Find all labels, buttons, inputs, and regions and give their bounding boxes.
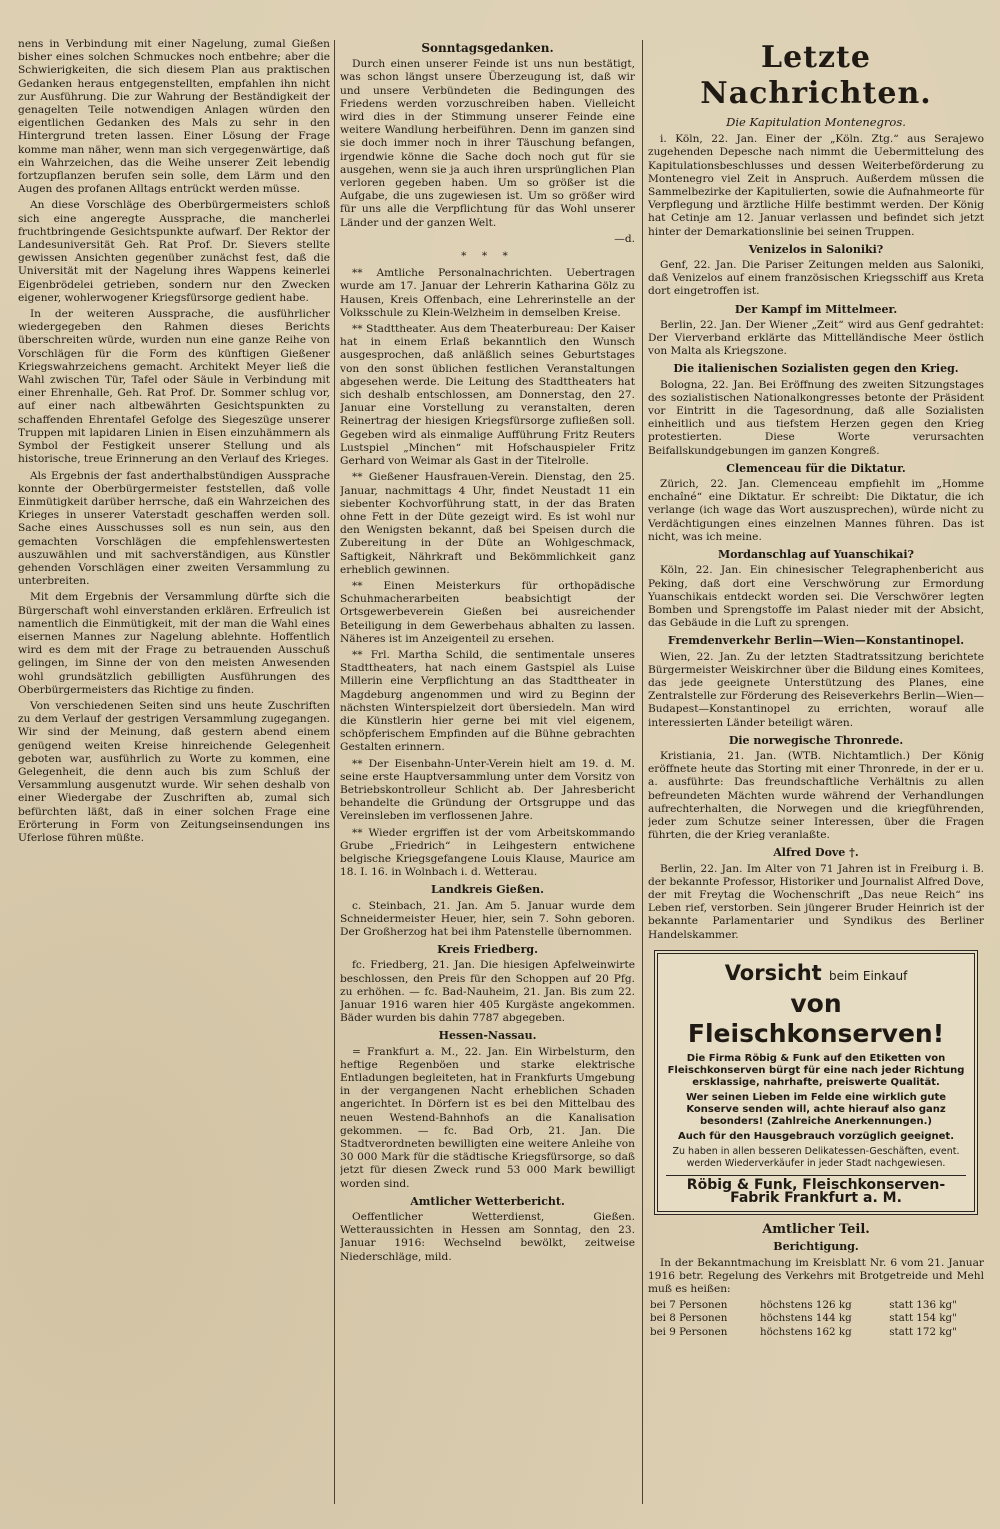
paragraph: Köln, 22. Jan. Ein chinesischer Telegraphenbericht aus Peking, daß dort eine Verschwörung zur Ermordung Yuanschikais entdeckt worden sei. Die Verschwörer legten Bomben und Sprengstoffe im Palast nieder mit der Absicht, das Gebäude in die Luft zu sprengen. [648,564,984,630]
section-title: Fremdenverkehr Berlin—Wien—Konstantinopel. [667,634,965,648]
ad-footer: Röbig & Funk, Fleischkonserven-Fabrik Frankfurt a. M. [666,1175,966,1205]
section-title: Hessen-Nassau. [438,1029,537,1043]
weather-report: Oeffentlicher Wetterdienst, Gießen. Wetteraussichten in Hessen am Sonntag, den 23. Januar 1916: Wechselnd bewölkt, zeitweise Niederschläge, mild. [340,1211,635,1263]
news-item: ** Wieder ergriffen ist der vom Arbeitskommando Grube „Friedrich“ in Leihgestern entwichene belgische Kriegsgefangene Louis Klause, Maurice am 18. I. 16. in Wolnbach i. d. Wetterau. [340,826,635,879]
table-cell: höchstens 126 kg [759,1299,852,1312]
paragraph: Berlin, 22. Jan. Der Wiener „Zeit“ wird aus Genf gedrahtet: Der Vierverband erklärte das Mittelländische Meer östlich von Malta als Kriegszone. [648,318,984,358]
paragraph: c. Steinbach, 21. Jan. Am 5. Januar wurde dem Schneidermeister Heuer, hier, sein 7. Sohn geboren. Der Großherzog hat bei ihm Patenstelle übernommen. [340,899,635,938]
table-cell: höchstens 162 kg [759,1325,852,1338]
paragraph: Genf, 22. Jan. Die Pariser Zeitungen melden aus Saloniki, daß Venizelos auf einem französischen Kriegsschiff aus Kreta dort eingetroffen ist. [648,259,984,298]
ad-text: Zu haben in allen besseren Delikatessen-Geschäften, event. werden Wiederverkäufer in jeder Stadt nachgewiesen. [672,1145,960,1169]
column-middle [340,38,635,1511]
paragraph: An diese Vorschläge des Oberbürgermeisters schloß sich eine angeregte Aussprache, die mancherlei fruchtbringende Gesichtspunkte aufwarf. Der Rektor der Landesuniversität Geh. Rat Prof. Dr. Sievers stellte gewissen Ansichten gegenüber zunächst fest, daß die Universität mit der Nagelung ihres Wappens keinerlei Eigenbrödelei getrieben, sondern nur den Zwecken eigener, wohlerwogener Kriegsfürsorge gedient habe. [18,199,330,304]
section-title: Die norwegische Thronrede. [728,733,904,747]
paragraph: Kristiania, 21. Jan. (WTB. Nichtamtlich.) Der König eröffnete heute das Storting mit einer Thronrede, in der er u. a. ausführte: Das freundschaftliche Verhältnis zu allen befreundeten Mächten wurde während der Verhandlungen aufrechterhalten, die Norwegen und die kriegführenden, jeder zum Schutze seiner Interessen, über die Fragen führten, die der Krieg veranlaßte. [648,749,984,842]
paragraph: = Frankfurt a. M., 22. Jan. Ein Wirbelsturm, den heftige Regenböen und starke elektrische Entladungen begleiteten, hat in Frankfurts Umgebung in der vergangenen Nacht erheblichen Schaden angerichtet. In Dörfern ist es bei den Mittelbau des neuen Westend-Bahnhofs an die Kanalisation gekommen. — fc. Bad Orb, 21. Jan. Die Stadtverordneten bewilligten eine weitere Anleihe von 30 000 Mark für die städtische Kriegsfürsorge, so daß jetzt für diesen Zweck rund 53 000 Mark bewilligt worden sind. [340,1045,635,1190]
ad-headline-small: beim Einkauf [829,968,908,983]
paragraph: In der Bekanntmachung im Kreisblatt Nr. 6 vom 21. Januar 1916 betr. Regelung des Verkehrs mit Brotgetreide und Mehl muß es heißen: [648,1256,984,1295]
table-cell: bei 8 Personen [650,1312,728,1325]
paragraph: i. Köln, 22. Jan. Einer der „Köln. Ztg.“ aus Serajewo zugehenden Depesche nach nimmt die Uebermittelung des Kapitulationsbeschlusses und dessen Weiterbeförderung zu Montenegro viel Zeit in Anspruch. Außerdem müssen die Sammelbezirke der Kapitulierten, sowie die Aufnahmeorte für Verpflegung und ärztliche Hilfe bestimmt werden. Der König hat Cetinje am 12. Januar verlassen und befindet sich jetzt hinter der Demarkationslinie bei seinen Truppen. [648,133,984,238]
column-rule [642,40,643,1504]
news-item: ** Der Eisenbahn-Unter-Verein hielt am 19. d. M. seine erste Hauptversammlung unter dem Vorsitz von Betriebskontrolleur Schlicht ab. Der Jahresbericht behandelte die Gründung der Ortsgruppe und das Vereinsleben im verflossenen Jahre. [340,757,635,823]
section-title: Berichtigung. [773,1240,859,1254]
ad-subheadline: von Fleischkonserven! [687,988,945,1048]
separator: * * * [461,250,514,263]
paragraph: fc. Friedberg, 21. Jan. Die hiesigen Apfelweinwirte beschlossen, den Preis für den Schoppen auf 20 Pfg. zu erhöhen. — fc. Bad-Nauheim, 21. Jan. Bis zum 22. Januar 1916 waren hier 405 Kurgäste angekommen. Bäder wurden bis dahin 7787 abgegeben. [340,959,635,1025]
paragraph: Als Ergebnis der fast anderthalbstündigen Aussprache konnte der Oberbürgermeister feststellen, daß volle Einmütigkeit darüber herrsche, daß ein Wahrzeichen des Krieges in unserer Vaterstadt geschaffen werden soll. Sache eines Ausschusses soll es nun sein, aus den gemachten Vorschlägen die empfehlenswertesten auszuwählen und mit sachverständigen, aus Künstler gehenden Vorschlägen einer zweiten Versammlung zu unterbreiten. [18,469,330,588]
table-cell: statt 136 kg" [889,1299,957,1312]
news-item: ** Einen Meisterkurs für orthopädische Schuhmacherarbeiten beabsichtigt der Ortsgewerbeverein Gießen bei ausreichender Beteiligung in dem Gewerbehaus abhalten zu lassen. Näheres ist im Anzeigenteil zu ersehen. [340,579,635,645]
paragraph: Durch einen unserer Feinde ist uns nun bestätigt, was schon längst unsere Überzeugung ist, daß wir und unsere Verbündeten die Bedingungen des Friedens werden vorzuschreiben haben. Vielleicht wird dies in der Stimmung unserer Feinde eine weitere Wandlung herbeiführen. Denn im ganzen sind sie doch immer noch in ihrer Täuschung befangen, irgendwie könne die Sache doch noch gut für sie ausgehen, wenn sie ja auch ihren ursprünglichen Plan verloren gegeben haben. Um so größer ist die Aufgabe, die uns zugewiesen ist. Um so größer wird für uns alle die Verpflichtung für das Wohl unserer Länder und der ganzen Welt. [340,58,635,229]
table-cell: höchstens 144 kg [759,1312,852,1325]
news-item: ** Amtliche Personalnachrichten. Uebertragen wurde am 17. Januar der Lehrerin Katharina Gölz zu Hausen, Kreis Offenbach, eine Lehrerinstelle an der Volksschule zu Klein-Welzheim in demselben Kreise. [340,267,635,319]
ad-text: Auch für den Hausgebrauch vorzüglich geeignet. [677,1130,954,1142]
table-cell: bei 7 Personen [650,1299,728,1312]
table-cell: bei 9 Personen [650,1325,728,1338]
section-title: Sonntagsgedanken. [421,41,554,55]
signature: —d. [614,232,635,245]
section-title: Amtlicher Wetterbericht. [410,1194,565,1208]
column-rule [334,40,335,1504]
table-row [648,1299,984,1312]
paragraph: Wien, 22. Jan. Zu der letzten Stadtratssitzung berichtete Bürgermeister Weiskirchner über die Bildung eines Komitees, das jede geeignete Unterstützung des Planes, eine Zentralstelle zur Förderung des Reiseverkehrs Berlin—Wien—Budapest—Konstantinopel zu errichten, worauf alle interessierten Länder beteiligt wären. [648,650,984,729]
paragraph: Von verschiedenen Seiten sind uns heute Zuschriften zu dem Verlauf der gestrigen Versammlung zugegangen. Wir sind der Meinung, daß gestern abend einem genügend weiten Kreise hinreichende Gelegenheit geboten war, ausführlich zu Worte zu kommen, eine Gelegenheit, die denn auch bis zum Schluß der Versammlung ausgenutzt wurde. Wir sehen deshalb von einer Wiedergabe der Zuschriften ab, zumal sich befürchten läßt, daß in einer solchen Frage eine Erörterung in Form von Zeitungseinsendungen ins Uferlose führen müßte. [18,699,330,844]
section-title: Venizelos in Saloniki? [748,242,884,256]
section-title: Mordanschlag auf Yuanschikai? [718,548,914,562]
table-row [648,1312,984,1325]
section-title: Kreis Friedberg. [437,943,538,957]
column-right [648,38,984,1511]
paragraph: nens in Verbindung mit einer Nagelung, zumal Gießen bisher eines solchen Schmuckes noch entbehre; aber die Schwierigkeiten, die sich diesem Plan aus praktischen Gedanken heraus entgegenstellten, empfahlen ihn nicht zur Ausführung. Die zur Wahrung der Beständigkeit der genagelten Teile notwendigen Anlagen würden den eigentlichen Gedanken des Mals zu sehr in den Hintergrund treten lassen. Einer Lösung der Frage komme man näher, wenn man sich vergegenwärtige, daß ein Wahrzeichen, das die Weihe unserer Zeit lebendig fortzupflanzen berufen sein solle, dem Lärm und den Augen des profanen Alltags entrückt werden müsse. [18,38,330,196]
paragraph: Bologna, 22. Jan. Bei Eröffnung des zweiten Sitzungstages des sozialistischen Nationalkongresses betonte der Präsident vor Eintritt in die Tagesordnung, daß alle Sozialisten einheitlich und aus tiefstem Herzen gegen den Krieg protestierten. Diese Worte verursachten Beifallskundgebungen im ganzen Kongreß. [648,378,984,457]
ad-headline-big: Vorsicht [724,960,822,985]
section-title: Clemenceau für die Diktatur. [726,461,906,475]
paragraph: In der weiteren Aussprache, die ausführlicher wiedergegeben den Rahmen dieses Berichts überschreiten würde, wurden nun eine ganze Reihe von Vorschlägen für die Form des künftigen Gießener Kriegswahrzeichens gemacht. Architekt Meyer ließ die Wahl zwischen Tür, Tafel oder Säule in Verbindung mit einer Ehrenhalle, Geh. Rat Prof. Dr. Sommer schlug vor, auf einer nach altbewährten Gesichtspunkten zu schaffenden Ehrentafel Gefolge des Siegeszüge unserer Truppen mit lapidaren Linien in Eisen einzuhämmern als Symbol der Festigkeit unserer Stellung und als historische, treue Erinnerung an den Verlauf des Krieges. [18,308,330,466]
ad-headline [666,960,966,989]
news-item: ** Frl. Martha Schild, die sentimentale unseres Stadttheaters, hat nach einem Gastspiel als Luise Millerin eine Verpflichtung an das Stadttheater in Magdeburg angenommen und wird zu Beginn der nächsten Winterspielzeit dort übersiedeln. Man wird die Künstlerin hier gerne bei mit viel eigenem, schöpferischem Empfinden auf die Bühne gebrachten Gestalten erinnern. [340,648,635,754]
table-cell: statt 172 kg" [889,1325,957,1338]
advertisement [654,950,978,1215]
ad-text: Die Firma Röbig & Funk auf den Etiketten von Fleischkonserven bürgt für eine nach jeder Richtung ersklassige, nahrhafte, preiswerte Qualität. [667,1052,965,1088]
section-title: Die Kapitulation Montenegros. [726,115,906,129]
paragraph: Berlin, 22. Jan. Im Alter von 71 Jahren ist in Freiburg i. B. der bekannte Professor, Historiker und Journalist Alfred Dove, der mit Freytag die Wochenschrift „Das neue Reich“ ins Leben rief, verstorben. Sein jüngerer Bruder Heinrich ist der bekannte Parlamentarier und Syndikus des Berliner Handelskammer. [648,862,984,941]
section-title: Landkreis Gießen. [431,883,544,897]
page-title: Letzte Nachrichten. [700,40,932,111]
section-title: Die italienischen Sozialisten gegen den Krieg. [673,362,959,376]
section-title: Der Kampf im Mittelmeer. [734,302,898,316]
paragraph: Zürich, 22. Jan. Clemenceau empfiehlt im „Homme enchaîné“ eine Diktatur. Er schreibt: Die Diktatur, die ich verlange (ich wage das Wort auszusprechen), würde nicht zu Verdächtigungen eines einzelnen Mannes führen. Das ist nicht, was ich meine. [648,478,984,543]
ad-text: Wer seinen Lieben im Felde eine wirklich gute Konserve senden will, achte hierauf also ganz besonders! (Zahlreiche Anerkennungen.) [685,1091,947,1127]
table-row [648,1326,984,1339]
column-left [18,38,330,1511]
paragraph: Mit dem Ergebnis der Versammlung dürfte sich die Bürgerschaft wohl einverstanden erklären. Erfreulich ist namentlich die Einmütigkeit, mit der man die Wahl eines eisernen Mannes zur Nagelung ablehnte. Hoffentlich wird es dem mit der Frage zu betrauenden Ausschuß gelingen, im Sinne der von den meisten Anwesenden wohl grundsätzlich gebilligten Ausführungen des Oberbürgermeisters das Richtige zu finden. [18,591,330,696]
section-title: Amtlicher Teil. [762,1222,870,1238]
news-item: ** Stadttheater. Aus dem Theaterbureau: Der Kaiser hat in einem Erlaß bekanntlich den Wunsch ausgesprochen, daß anläßlich seines Geburtstages von den sonst üblichen festlichen Veranstaltungen abgesehen werde. Die Leitung des Stadttheaters hat sich deshalb entschlossen, am Donnerstag, den 27. Januar eine Vorstellung zu veranstalten, deren Reinertrag der hiesigen Kriegsfürsorge zufließen soll. Gegeben wird als einmalige Aufführung Fritz Reuters Lustspiel „Minchen“ mit Hofschauspieler Fritz Gerhard von Weimar als Gast in der Titelrolle. [340,323,635,468]
correction-table [648,1299,984,1339]
news-item: ** Gießener Hausfrauen-Verein. Dienstag, den 25. Januar, nachmittags 4 Uhr, findet Neustadt 11 ein siebenter Kochvorführung statt, in der das Braten ohne Fett in der Düte gezeigt wird. Es ist wohl nur den Wenigsten bekannt, daß bei Speisen durch die Zubereitung in der Düte an Wohlgeschmack, Saftigkeit, Nährkraft und Bekömmlichkeit ganz erheblich gewinnen. [340,471,635,576]
section-title: Alfred Dove †. [773,846,859,860]
table-cell: statt 154 kg" [889,1312,957,1325]
